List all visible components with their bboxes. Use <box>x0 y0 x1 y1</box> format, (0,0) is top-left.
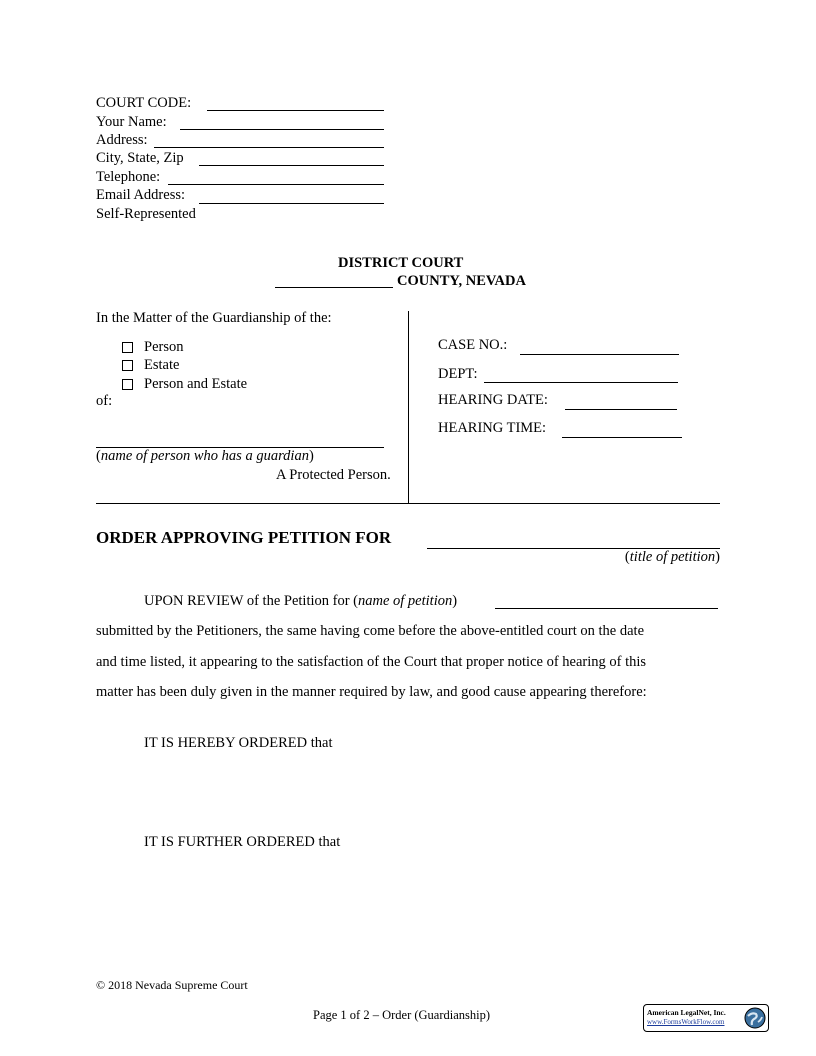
dept-field[interactable] <box>484 382 678 383</box>
person-and-estate-checkbox[interactable] <box>122 379 133 390</box>
hearing-time-field[interactable] <box>562 437 682 438</box>
estate-label: Estate <box>144 357 180 373</box>
name-hint: (name of person who has a guardian) <box>96 448 314 464</box>
option-person[interactable] <box>122 339 184 357</box>
case-no-label: CASE NO.: <box>438 337 508 353</box>
further-ordered: IT IS FURTHER ORDERED that <box>144 834 341 850</box>
badge-url[interactable]: www.FormsWorkFlow.com <box>647 1018 725 1026</box>
your-name-label: Your Name: <box>96 114 167 130</box>
caption-bottom-rule <box>96 503 720 504</box>
court-name: DISTRICT COURT <box>338 255 464 271</box>
hearing-date-label: HEARING DATE: <box>438 392 548 408</box>
protected-person-label: A Protected Person. <box>276 467 391 483</box>
petition-name-field[interactable] <box>495 608 718 609</box>
title-hint: (title of petition) <box>624 549 720 565</box>
city-state-zip-field[interactable] <box>199 165 384 166</box>
legalnet-badge[interactable] <box>643 1004 769 1032</box>
dept-label: DEPT: <box>438 366 478 382</box>
your-name-field[interactable] <box>180 129 384 130</box>
telephone-label: Telephone: <box>96 169 161 185</box>
person-label: Person <box>144 339 184 355</box>
self-represented-label: Self-Represented <box>96 206 196 222</box>
caption-vertical-divider <box>408 311 409 504</box>
hearing-time-label: HEARING TIME: <box>438 420 547 436</box>
county-field[interactable] <box>275 287 393 288</box>
city-state-zip-label: City, State, Zip <box>96 150 184 166</box>
name-hint-text: name of person who has a guardian <box>100 448 309 464</box>
person-and-estate-label: Person and Estate <box>144 376 248 392</box>
paragraph-line-4: matter has been duly given in the manner required by law, and good cause appearing therefore: <box>96 684 647 700</box>
copyright: © 2018 Nevada Supreme Court <box>96 978 248 992</box>
email-address-field[interactable] <box>199 203 384 204</box>
paragraph-hint: name of petition <box>357 593 453 609</box>
badge-name: American LegalNet, Inc. <box>647 1008 726 1017</box>
order-title: ORDER APPROVING PETITION FOR <box>96 528 392 547</box>
paragraph-close: ) <box>452 593 458 609</box>
estate-checkbox[interactable] <box>122 360 133 371</box>
hearing-date-field[interactable] <box>565 409 677 410</box>
option-estate[interactable] <box>122 357 180 375</box>
title-hint-text: title of petition <box>629 549 716 565</box>
paragraph-first-line <box>144 593 457 610</box>
paragraph-line-2: submitted by the Petitioners, the same having come before the above-entitled court on the date <box>96 623 645 639</box>
court-code-field[interactable] <box>207 110 384 111</box>
globe-icon <box>743 1006 767 1030</box>
address-label: Address: <box>96 132 148 148</box>
county-label: COUNTY, NEVADA <box>397 273 526 289</box>
telephone-field[interactable] <box>168 184 384 185</box>
page-number: Page 1 of 2 – Order (Guardianship) <box>313 1008 491 1022</box>
option-person-and-estate[interactable] <box>122 376 248 394</box>
of-label: of: <box>96 393 113 409</box>
matter-intro: In the Matter of the Guardianship of the: <box>96 310 332 326</box>
paragraph-start: UPON REVIEW of the Petition for ( <box>144 593 358 609</box>
case-no-field[interactable] <box>520 354 679 355</box>
court-code-label: COURT CODE: <box>96 95 192 111</box>
address-field[interactable] <box>154 147 384 148</box>
person-checkbox[interactable] <box>122 342 133 353</box>
hereby-ordered: IT IS HEREBY ORDERED that <box>144 735 333 751</box>
email-address-label: Email Address: <box>96 187 186 203</box>
paragraph-line-3: and time listed, it appearing to the satisfaction of the Court that proper notice of hearing of this <box>96 654 647 670</box>
